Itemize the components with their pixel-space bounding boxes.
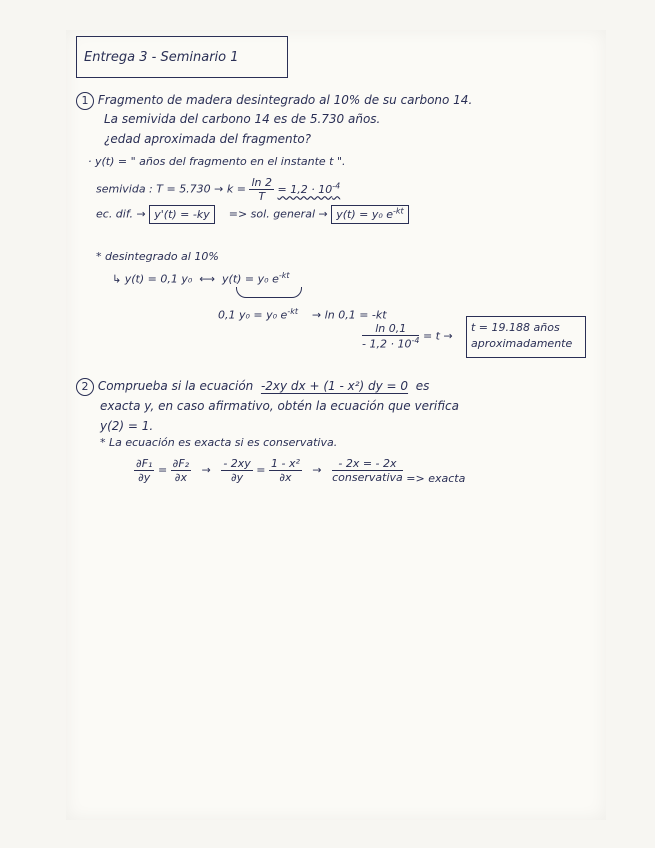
f2-den: ∂x <box>174 471 187 484</box>
g1-den: ∂y <box>230 471 244 484</box>
problem2-statement-1a: Comprueba si la ecuación <box>97 379 254 393</box>
f1-den: ∂y <box>138 471 151 484</box>
problem2-line1 <box>76 378 429 396</box>
f1-num: ∂F₁ <box>136 457 153 470</box>
arrow2: → <box>312 463 322 477</box>
eq2: = <box>256 463 266 477</box>
ecdif-line <box>96 207 409 220</box>
g2-num: 1 - x² <box>271 457 300 470</box>
problem1-line1 <box>76 92 472 110</box>
problem1-statement-2: La semivida del carbono 14 es de 5.730 años. <box>104 112 381 126</box>
k-value <box>277 180 341 196</box>
problem2-statement-1b: es <box>415 379 430 393</box>
f2-num: ∂F₂ <box>172 457 190 470</box>
arrow1: → <box>201 463 211 477</box>
des-exponent: -kt <box>278 271 290 280</box>
t-den-exponent: -4 <box>411 336 420 345</box>
des-eq-left: ↳ y(t) = 0,1 y₀ <box>112 272 193 286</box>
t-numerator: ln 0,1 <box>362 323 419 336</box>
semivida-label: semivida : T = 5.730 → k = <box>96 182 246 196</box>
f1-fraction <box>134 458 154 483</box>
partials-line <box>134 458 465 483</box>
step-equation <box>218 308 387 321</box>
problem2-statement-3: y(2) = 1. <box>100 419 154 433</box>
sol-box-text: y(t) = y₀ e <box>336 207 394 221</box>
problem1-statement-1: Fragmento de madera desintegrado al 10% de su carbono 14. <box>97 93 473 107</box>
desintegrado-eq <box>112 272 290 285</box>
des-arrow: ⟷ <box>199 272 216 286</box>
g1-num: - 2xy <box>223 457 251 470</box>
k-value-text: = 1,2 · 10 <box>277 182 333 196</box>
result-box <box>466 316 586 358</box>
problem2-equation: -2xy dx + (1 - x²) dy = 0 <box>260 379 409 393</box>
g1-fraction <box>221 458 252 483</box>
g2-den: ∂x <box>279 471 292 484</box>
result-line2: aproximadamente <box>471 337 573 350</box>
t-equation <box>362 323 453 350</box>
k-numerator: ln 2 <box>251 176 273 189</box>
t-eq: = t → <box>422 329 453 343</box>
definition-line: · y(t) = " años del fragmento en el instante t ". <box>88 155 346 168</box>
result-line1: t = 19.188 años <box>471 321 560 334</box>
problem2-note: * La ecuación es exacta si es conservativa. <box>100 436 338 449</box>
semivida-line <box>96 177 340 202</box>
problem1-statement-3: ¿edad aproximada del fragmento? <box>104 132 312 146</box>
k-exponent: -4 <box>332 180 341 190</box>
ecdif-box: y'(t) = -ky <box>149 205 215 224</box>
des-eq-right: y(t) = y₀ e <box>222 272 279 286</box>
exacta-label: => exacta <box>406 471 466 485</box>
t-denominator <box>362 336 419 350</box>
problem1-number: 1 <box>76 92 94 110</box>
t-den-text: - 1,2 · 10 <box>362 337 412 351</box>
final-equality: - 2x = - 2x <box>332 458 403 471</box>
brace-mark <box>236 287 302 298</box>
ecdif-label: ec. dif. → <box>96 207 146 221</box>
sol-exponent: -kt <box>393 206 404 215</box>
sol-label: => sol. general → <box>228 207 328 221</box>
header-title: Entrega 3 - Seminario 1 <box>84 50 239 65</box>
t-fraction <box>362 323 419 350</box>
step-exponent: -kt <box>287 307 298 316</box>
eq1: = <box>157 463 168 477</box>
problem2-number: 2 <box>76 378 94 396</box>
conservativa-label: conservativa <box>332 471 403 484</box>
k-denominator: T <box>258 190 266 203</box>
step-eq-text: 0,1 y₀ = y₀ e <box>218 308 288 322</box>
sol-box <box>331 205 408 224</box>
k-fraction <box>249 177 274 202</box>
g2-fraction <box>269 458 302 483</box>
problem2-statement-2: exacta y, en caso afirmativo, obtén la ecuación que verifica <box>100 399 459 413</box>
step-ln: → ln 0,1 = -kt <box>311 308 387 322</box>
f2-fraction <box>171 458 191 483</box>
desintegrado-label: * desintegrado al 10% <box>96 250 219 263</box>
final-fraction <box>332 458 403 483</box>
